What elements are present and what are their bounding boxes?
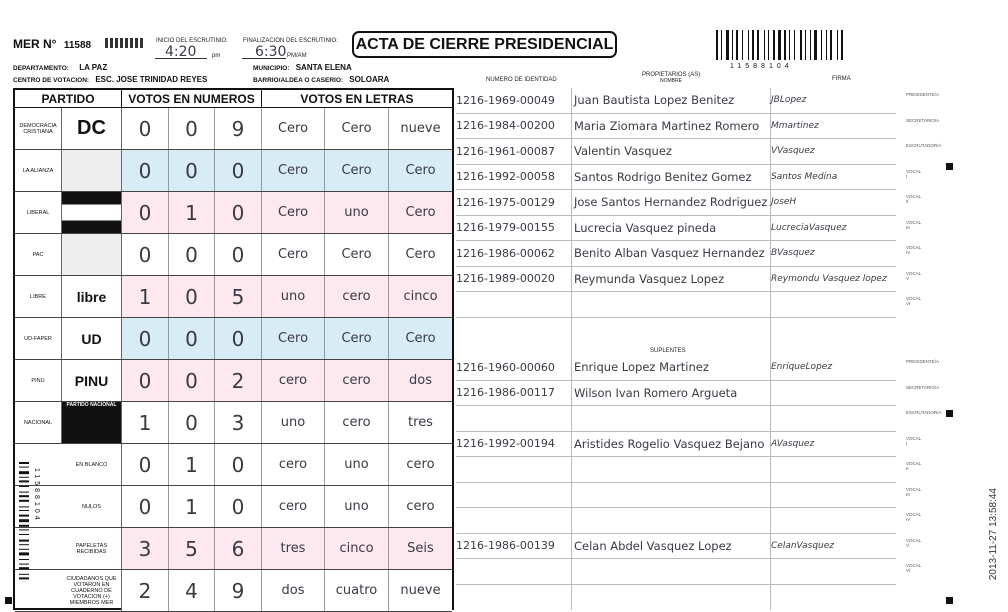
col-letras: VOTOS EN LETRAS (262, 90, 452, 108)
signature-row (456, 292, 922, 318)
member-role: PRESIDENTE/A (906, 359, 940, 364)
departamento-row (13, 63, 107, 72)
centro-row (13, 75, 207, 84)
member-role: VOCAL VI (906, 296, 922, 306)
vote-word: Cero (262, 318, 325, 359)
vote-word: cinco (325, 528, 389, 569)
member-signature (771, 508, 896, 533)
vote-digit: 0 (215, 486, 262, 527)
vote-word: Cero (325, 108, 389, 149)
document-title: ACTA DE CIERRE PRESIDENCIAL (352, 31, 617, 58)
signature-row (456, 190, 922, 216)
vote-digit: 4 (169, 570, 215, 611)
party-logo (62, 192, 122, 233)
vote-digit: 9 (215, 108, 262, 149)
signature-row (456, 534, 922, 560)
vote-row (15, 150, 452, 192)
member-id: 1216-1986-00117 (456, 386, 555, 400)
mer-label: MER N° (13, 37, 57, 51)
inicio-unit: pm (212, 53, 221, 59)
member-name (574, 292, 774, 317)
member-signature: JBLopez (771, 95, 807, 106)
member-name (574, 508, 774, 533)
signature-row (456, 139, 942, 165)
barrio-value: SOLOARA (349, 75, 390, 84)
member-id: 1216-1989-00020 (456, 272, 555, 286)
member-role: PRESIDENTE/A (906, 92, 940, 97)
member-id (456, 457, 569, 482)
departamento-label: DEPARTAMENTO: (13, 65, 69, 72)
vote-row (15, 276, 452, 318)
vote-digit: 0 (122, 234, 169, 275)
vote-row (15, 570, 452, 612)
total-label: EN BLANCO (62, 444, 122, 485)
member-name: Aristides Rogelio Vasquez Bejano (574, 436, 765, 451)
party-name: DEMOCRACIA CRISTIANA (15, 108, 62, 149)
vote-word: cero (325, 402, 389, 443)
vote-row (15, 192, 452, 234)
member-name: Juan Bautista Lopez Benitez (574, 93, 735, 108)
vote-digit: 3 (215, 402, 262, 443)
vote-word: cero (262, 444, 325, 485)
barrio-row (253, 75, 389, 84)
member-id: 1216-1986-00062 (456, 246, 555, 260)
mer-number: 11588 (63, 40, 92, 51)
signature-row (456, 559, 922, 585)
vote-word: Cero (262, 108, 325, 149)
signature-row (456, 114, 940, 140)
member-id: 1216-1979-00155 (456, 221, 555, 235)
vote-digit: 6 (215, 528, 262, 569)
registration-mark (946, 410, 953, 417)
vote-word: uno (325, 486, 389, 527)
party-logo-text: PARTIDO NACIONAL (66, 402, 117, 408)
party-name: PAC (15, 234, 62, 275)
member-role: VOCAL I (906, 435, 922, 446)
vote-word: uno (325, 192, 389, 233)
vote-digit: 0 (122, 318, 169, 359)
vote-word: Cero (325, 318, 389, 359)
member-role: VOCAL I (906, 168, 922, 179)
vote-digit: 1 (169, 192, 215, 233)
vote-row (15, 444, 452, 486)
member-role: VOCAL V (906, 270, 922, 281)
vote-word: Cero (262, 150, 325, 191)
vote-word: cinco (389, 276, 452, 317)
vote-digit: 0 (122, 360, 169, 401)
vote-digit: 0 (122, 150, 169, 191)
side-barcode (19, 462, 29, 582)
vote-word: Cero (389, 150, 452, 191)
member-id (456, 508, 569, 533)
member-role: SECRETARIO/A (906, 117, 940, 123)
registration-mark (946, 597, 953, 604)
top-barcode-text: 11588104 (730, 63, 793, 70)
signature-row (456, 88, 940, 114)
member-role: VOCAL II (906, 461, 922, 471)
member-signature: BVasquez (771, 248, 815, 259)
signature-row (456, 457, 922, 483)
party-logo (62, 108, 122, 149)
vote-word: uno (262, 402, 325, 443)
member-signature: EnriqueLopez (771, 362, 833, 373)
vote-digit: 1 (122, 402, 169, 443)
member-name (574, 559, 774, 584)
signature-row (456, 165, 922, 191)
vote-digit: 3 (122, 528, 169, 569)
party-logo (62, 234, 122, 275)
party-logo (62, 360, 122, 401)
vote-digit: 1 (122, 276, 169, 317)
member-role: VOCAL VI (906, 563, 922, 573)
vote-digit: 0 (169, 402, 215, 443)
signature-row (456, 406, 942, 432)
vote-word: tres (389, 402, 452, 443)
signature-row (456, 381, 940, 407)
top-barcode (716, 30, 858, 64)
member-id: 1216-1975-00129 (456, 195, 555, 209)
vote-digit: 0 (122, 486, 169, 527)
vote-digit: 0 (169, 318, 215, 359)
col-numeros: VOTOS EN NUMEROS (122, 90, 262, 108)
vote-row (15, 234, 452, 276)
signature-row (456, 432, 922, 458)
vote-word: nueve (389, 108, 452, 149)
member-id: 1216-1986-00139 (456, 539, 555, 553)
party-logo-text: UD (81, 330, 102, 347)
vote-digit: 0 (169, 234, 215, 275)
member-name: Benito Alban Vasquez Hernandez (574, 246, 765, 261)
vote-digit: 2 (122, 570, 169, 611)
vote-word: Cero (389, 318, 452, 359)
vote-digit: 0 (215, 234, 262, 275)
party-name: LA ALIANZA (15, 150, 62, 191)
centro-value: ESC. JOSE TRINIDAD REYES (95, 75, 208, 84)
party-name: LIBRE (15, 276, 62, 317)
vote-digit: 0 (122, 444, 169, 485)
total-label: CIUDADANOS QUE VOTARON EN CUADERNO DE VOTACION (+) MIEMBROS MER (62, 570, 122, 611)
party-name: PINU (15, 360, 62, 401)
vote-word: tres (262, 528, 325, 569)
member-signature (771, 292, 896, 317)
signature-row (456, 241, 922, 267)
vote-word: dos (389, 360, 452, 401)
member-signature: Reymondu Vasquez lopez (771, 273, 887, 284)
party-logo (62, 402, 122, 443)
member-name: Reymunda Vasquez Lopez (574, 271, 725, 286)
party-logo (62, 318, 122, 359)
member-id: 1216-1984-00200 (456, 119, 555, 133)
suplentes-label: SUPLENTES (650, 348, 686, 354)
member-id: 1216-1969-00049 (456, 93, 555, 107)
member-id (456, 483, 569, 508)
party-name: NACIONAL (15, 402, 62, 443)
party-logo-text: libre (76, 288, 107, 305)
side-barcode-text: 11588104 (33, 468, 40, 523)
member-role: VOCAL II (906, 194, 922, 204)
total-label: NULOS (62, 486, 122, 527)
sig-col-id: NUMERO DE IDENTIDAD (486, 77, 557, 83)
scan-timestamp: 2013-11-27 13:58:44 (988, 488, 999, 581)
member-signature: CelanVasquez (771, 540, 835, 551)
member-role: VOCAL III (906, 219, 922, 230)
vote-digit: 2 (215, 360, 262, 401)
member-role: VOCAL IV (906, 512, 922, 522)
member-id (456, 406, 569, 431)
member-name (574, 406, 774, 431)
vote-word: cero (389, 444, 452, 485)
member-name: Wilson Ivan Romero Argueta (574, 385, 738, 400)
party-logo (62, 276, 122, 317)
vote-word: Cero (262, 192, 325, 233)
vote-digit: 0 (169, 360, 215, 401)
party-name: LIBERAL (15, 192, 62, 233)
member-role: VOCAL III (906, 486, 922, 497)
mer-number-label (13, 37, 91, 51)
member-name: Enrique Lopez Martinez (574, 360, 709, 375)
vote-row (15, 402, 452, 444)
vote-word: Cero (389, 234, 452, 275)
signature-row (456, 508, 922, 534)
member-signature (771, 457, 896, 482)
fin-value: 6:30 (255, 44, 287, 60)
vote-digit: 0 (122, 192, 169, 233)
party-logo (62, 150, 122, 191)
col-partido: PARTIDO (15, 90, 122, 108)
centro-label: CENTRO DE VOTACION: (13, 77, 90, 84)
member-signature (771, 406, 896, 431)
member-name (574, 483, 774, 508)
fin-label: FINALIZACION DEL ESCRUTINIO: (243, 38, 338, 44)
vote-digit: 0 (169, 150, 215, 191)
member-role: VOCAL IV (906, 245, 922, 255)
member-role: SECRETARIO/A (906, 384, 940, 390)
inicio-underline (155, 58, 207, 59)
sig-col-sign: FIRMA (832, 76, 851, 82)
total-label: PAPELETAS RECIBIDAS (62, 528, 122, 569)
vote-row (15, 360, 452, 402)
vote-word: Cero (389, 192, 452, 233)
vote-word: cero (262, 486, 325, 527)
fin-unit: PM/AM (287, 53, 307, 59)
vote-word: uno (325, 444, 389, 485)
member-role: ESCRUTADOR/A (906, 410, 942, 415)
member-role: VOCAL V (906, 537, 922, 548)
vote-row (15, 528, 452, 570)
member-name: Lucrecia Vasquez pineda (574, 220, 717, 235)
member-role: ESCRUTADOR/A (906, 143, 942, 148)
signature-row (456, 483, 922, 509)
municipio-label: MUNICIPIO: (253, 65, 290, 72)
member-id: 1216-1961-00087 (456, 144, 555, 158)
member-name: Celan Abdel Vasquez Lopez (574, 538, 732, 553)
barrio-label: BARRIO/ALDEA O CASERIO: (253, 77, 344, 84)
vote-digit: 0 (169, 108, 215, 149)
vote-word: Cero (325, 150, 389, 191)
vote-row (15, 318, 452, 360)
signature-row (456, 355, 940, 381)
member-id: 1216-1992-00194 (456, 437, 555, 451)
fin-underline (242, 58, 286, 59)
member-signature: LucreciaVasquez (771, 222, 847, 233)
member-id (456, 559, 569, 584)
party-logo-text: PINU (74, 372, 109, 389)
vote-word: Seis (389, 528, 452, 569)
sig-col-owner: PROPIETARIOS (AS) (642, 72, 701, 78)
registration-mark (5, 597, 12, 604)
vote-digit: 9 (215, 570, 262, 611)
member-id: 1216-1960-00060 (456, 360, 555, 374)
vote-word: uno (262, 276, 325, 317)
departamento-value: LA PAZ (79, 63, 108, 72)
member-name: Valentin Vasquez (574, 144, 672, 159)
vote-word: cero (325, 360, 389, 401)
member-signature: Santos Medina (771, 171, 838, 182)
vote-word: Cero (262, 234, 325, 275)
member-signature (771, 381, 896, 406)
registration-mark (946, 163, 953, 170)
member-id: 1216-1992-00058 (456, 170, 555, 184)
vote-digit: 0 (215, 444, 262, 485)
vote-digit: 5 (215, 276, 262, 317)
vote-digit: 0 (215, 192, 262, 233)
vote-row (15, 486, 452, 528)
member-signature (771, 483, 896, 508)
vote-word: cero (325, 276, 389, 317)
member-id (456, 292, 569, 317)
tse-logo-icon (105, 38, 145, 48)
member-signature: VVasquez (771, 146, 815, 157)
vote-word: cero (389, 486, 452, 527)
vote-digit: 0 (215, 318, 262, 359)
member-name: Santos Rodrigo Benitez Gomez (574, 169, 752, 184)
municipio-value: SANTA ELENA (295, 63, 352, 72)
party-logo-text: DC (77, 117, 106, 139)
vote-digit: 0 (169, 276, 215, 317)
member-signature: Mmartinez (771, 120, 819, 131)
signature-row (456, 267, 922, 293)
member-name (574, 457, 774, 482)
member-name: Jose Santos Hernandez Rodriguez (574, 195, 768, 210)
member-signature: JoseH (771, 197, 797, 208)
member-signature: AVasquez (771, 438, 815, 449)
vote-digit: 1 (169, 486, 215, 527)
votes-table (13, 88, 454, 610)
vote-digit: 0 (122, 108, 169, 149)
inicio-value: 4:20 (165, 44, 197, 60)
member-name: Maria Ziomara Martinez Romero (574, 118, 760, 133)
vote-word: cero (262, 360, 325, 401)
vote-digit: 1 (169, 444, 215, 485)
vote-row (15, 108, 452, 150)
vote-word: nueve (389, 570, 452, 611)
vote-word: Cero (325, 234, 389, 275)
vote-word: cuatro (325, 570, 389, 611)
vote-word: dos (262, 570, 325, 611)
signature-row (456, 216, 922, 242)
member-signature (771, 559, 896, 584)
inicio-label: INICIO DEL ESCRUTINIO: (156, 38, 228, 44)
party-name: UD-FAPER (15, 318, 62, 359)
municipio-row (253, 63, 352, 72)
sig-col-owner-sub: NOMBRE (660, 78, 682, 84)
vote-digit: 0 (215, 150, 262, 191)
vote-digit: 5 (169, 528, 215, 569)
